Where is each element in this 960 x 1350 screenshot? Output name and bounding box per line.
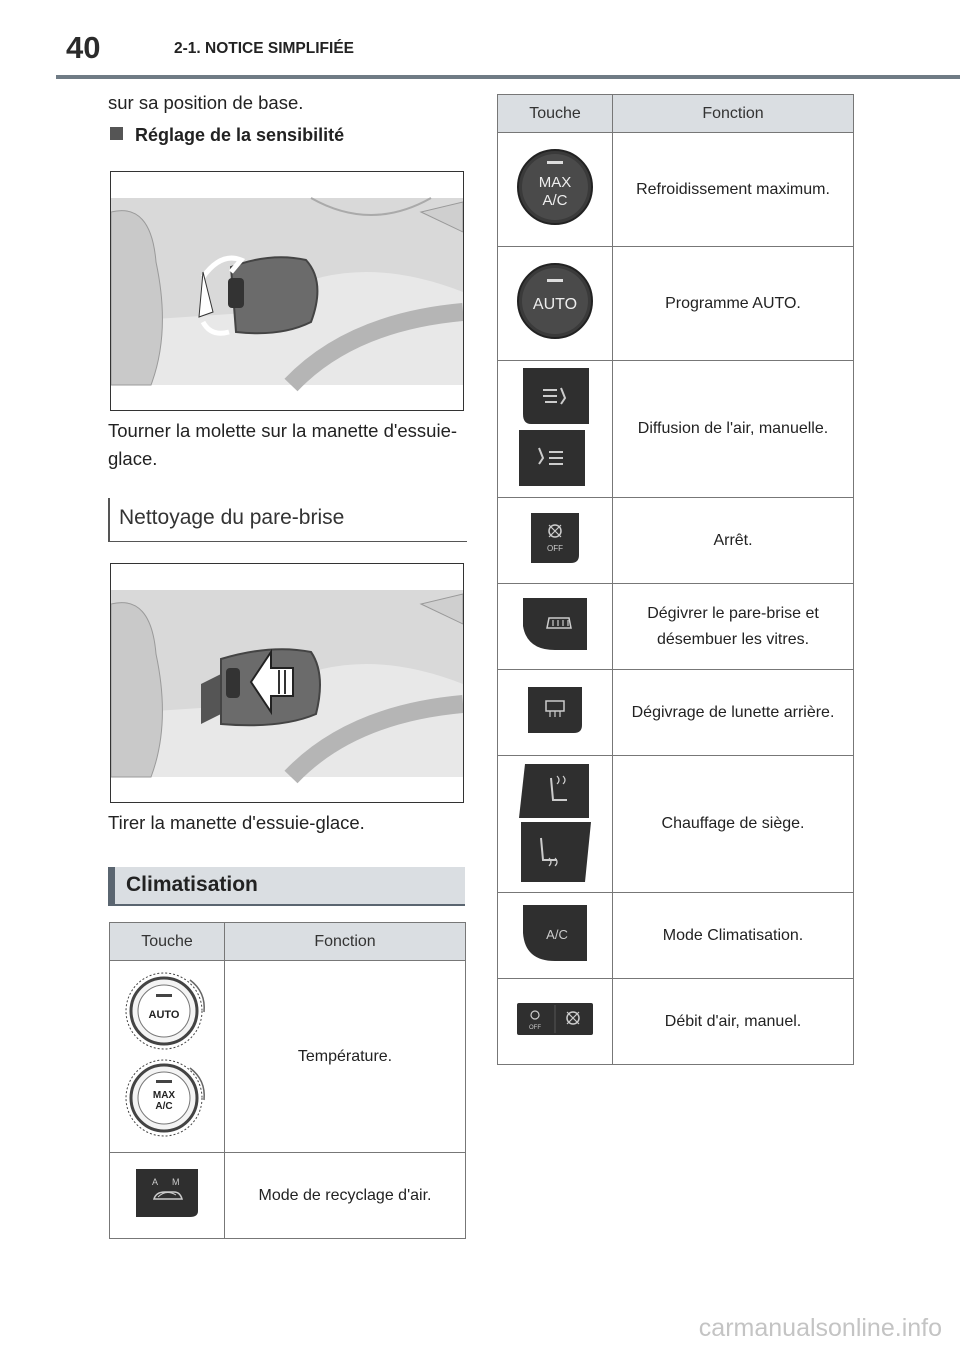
section-title: 2-1. NOTICE SIMPLIFIÉE [174, 40, 354, 57]
climate-section-band [108, 867, 465, 906]
wiper-pull-caption: Tirer la manette d'essuie-glace. [108, 812, 365, 833]
table-row [498, 756, 854, 893]
sensitivity-heading-label: Réglage de la sensibilité [135, 125, 345, 145]
function-fan-speed: Débit d'air, manuel. [613, 979, 854, 1065]
column-header-function: Fonction [225, 923, 466, 961]
column-header-key: Touche [498, 95, 613, 133]
watermark: carmanualsonline.info [698, 1314, 942, 1342]
climate-table-right [497, 94, 854, 1065]
function-recirculation: Mode de recyclage d'air. [225, 1153, 466, 1239]
ac-label: A/C [542, 192, 568, 209]
square-bullet-icon [110, 127, 123, 140]
header-rule [56, 75, 960, 79]
column-header-function: Fonction [613, 95, 854, 133]
table-row [498, 893, 854, 979]
fan-speed-button-icon [498, 979, 613, 1065]
climate-title: Climatisation [126, 873, 258, 896]
ac-button-icon [498, 893, 613, 979]
fan-off-label: OFF [529, 1025, 541, 1031]
auto-button-icon [498, 247, 613, 361]
table-row [498, 247, 854, 361]
recirc-a-label: A [152, 1177, 159, 1187]
column-header-key: Touche [110, 923, 225, 961]
table-row [498, 670, 854, 756]
function-ac-mode: Mode Climatisation. [613, 893, 854, 979]
function-seat-heating: Chauffage de siège. [613, 756, 854, 893]
table-row [498, 133, 854, 247]
recirculation-button-icon [110, 1153, 225, 1239]
maxac-knob-max-label: MAX [152, 1090, 176, 1101]
max-ac-button-icon [498, 133, 613, 247]
wiper-dial-caption: Tourner la molette sur la manette d'essuie-glace. [108, 420, 458, 469]
topic-title: Nettoyage du pare-brise [119, 506, 345, 529]
function-air-distribution: Diffusion de l'air, manuelle. [613, 361, 854, 498]
recirc-m-label: M [172, 1177, 180, 1187]
windshield-defrost-button-icon [498, 584, 613, 670]
table-header-row [110, 923, 466, 961]
sensitivity-heading [110, 125, 344, 146]
off-label: OFF [547, 544, 563, 553]
intro-text: sur sa position de base. [108, 92, 304, 113]
maxac-knob-ac-label: A/C [155, 1101, 173, 1112]
function-off: Arrêt. [613, 498, 854, 584]
function-auto: Programme AUTO. [613, 247, 854, 361]
table-row [498, 498, 854, 584]
ac-button-label: A/C [546, 927, 568, 942]
dial-knobs-auto-maxac-icon [110, 961, 225, 1153]
fan-off-button-icon [498, 498, 613, 584]
max-label: MAX [538, 174, 572, 191]
function-rear-defrost: Dégivrage de lunette arrière. [613, 670, 854, 756]
rear-defrost-button-icon [498, 670, 613, 756]
windshield-cleaning-topic [108, 498, 467, 542]
page-number: 40 [66, 30, 101, 65]
function-max-cooling: Refroidissement maximum. [613, 133, 854, 247]
seat-heating-buttons-icon [498, 756, 613, 893]
air-distribution-buttons-icon [498, 361, 613, 498]
function-windshield-defrost: Dégivrer le pare-brise et désembuer les vitres. [613, 584, 854, 670]
table-header-row [498, 95, 854, 133]
table-row [110, 961, 466, 1153]
table-row [110, 1153, 466, 1239]
climate-table-left [109, 922, 466, 1239]
wiper-dial-figure [110, 171, 464, 411]
auto-label: AUTO [532, 296, 578, 313]
table-row [498, 979, 854, 1065]
table-row [498, 361, 854, 498]
auto-knob-label: AUTO [148, 1009, 180, 1021]
table-row [498, 584, 854, 670]
function-temperature: Température. [225, 961, 466, 1153]
wiper-pull-figure [110, 563, 464, 803]
